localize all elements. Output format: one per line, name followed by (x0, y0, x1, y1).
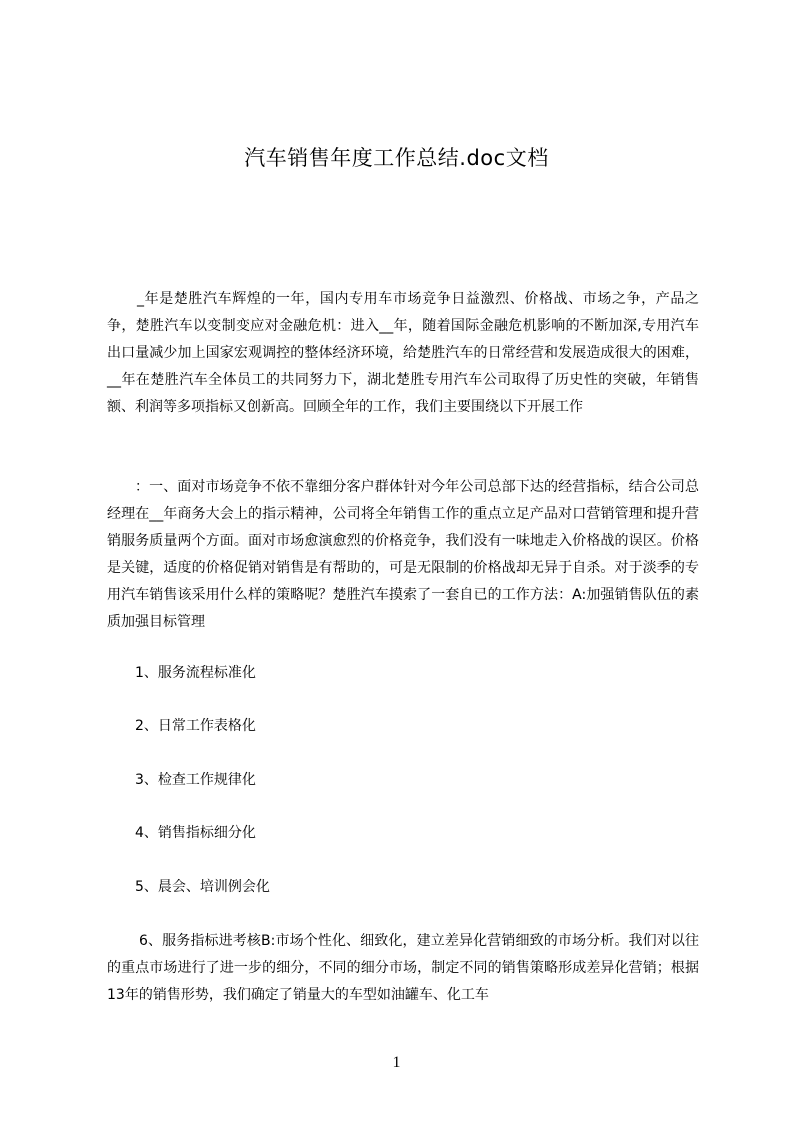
page-number: 1 (392, 1054, 401, 1071)
list-item: 2、日常工作表格化 (135, 718, 256, 734)
document-title: 汽车销售年度工作总结.doc文档 (244, 146, 549, 170)
list-item: 5、晨会、培训例会化 (135, 879, 270, 895)
list-item: 1、服务流程标准化 (135, 665, 256, 681)
paragraph-market: 6、服务指标进考核B:市场个性化、细致化，建立差异化营销细致的市场分析。我们对以往的重点市场进行了进一步的细分，不同的细分市场，制定不同的销售策略形成差异化营销；根据13年的销售形势，我们确定了销量大的车型如油罐车、化工车 (107, 933, 699, 1003)
paragraph-intro: _年是楚胜汽车辉煌的一年，国内专用车市场竞争日益激烈、价格战、市场之争，产品之争，楚胜汽车以变制变应对金融危机：进入__年，随着国际金融危机影响的不断加深,专用汽车出口量减少加上国家宏观调控的整体经济环境，给楚胜汽车的日常经营和发展造成很大的困难，__年在楚胜汽车全体员工的共同努力下，湖北楚胜专用汽车公司取得了历史性的突破，年销售额、利润等多项指标又创新高。回顾全年的工作，我们主要围绕以下开展工作 (107, 291, 699, 415)
list-item: 4、销售指标细分化 (135, 825, 256, 841)
paragraph-strategy: ：一、面对市场竞争不依不靠细分客户群体针对今年公司总部下达的经营指标，结合公司总经理在__年商务大会上的指示精神，公司将全年销售工作的重点立足产品对口营销管理和提升营销服务质量两个方面。面对市场愈演愈烈的价格竞争，我们没有一味地走入价格战的误区。价格是关键，适度的价格促销对销售是有帮助的，可是无限制的价格战却无异于自杀。对于淡季的专用汽车销售该采用什么样的策略呢？楚胜汽车摸索了一套自已的工作方法：A:加强销售队伍的素质加强目标管理 (107, 479, 699, 630)
list-item: 3、检查工作规律化 (135, 772, 256, 788)
